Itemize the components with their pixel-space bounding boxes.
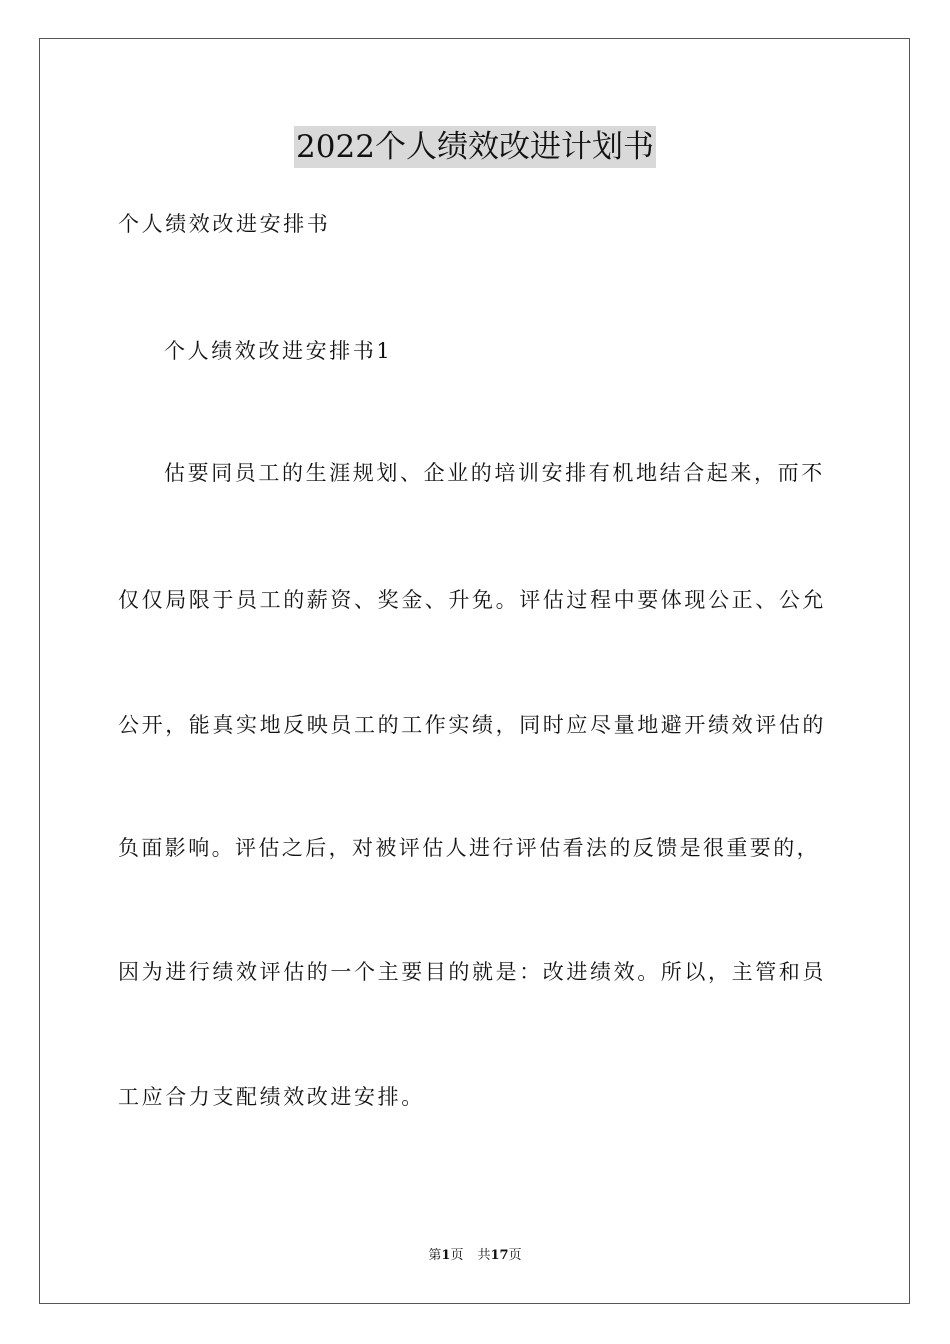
document-subtitle: 个人绩效改进安排书	[118, 212, 331, 236]
paragraph-line-5: 因为进行绩效评估的一个主要目的就是：改进绩效。所以，主管和员	[118, 960, 826, 984]
document-title: 2022个人绩效改进计划书	[294, 126, 656, 168]
footer-page-number: 1	[441, 1248, 451, 1263]
footer-total-pages: 17	[490, 1248, 509, 1263]
paragraph-line-6: 工应合力支配绩效改进安排。	[118, 1085, 425, 1109]
footer-page-prefix: 第	[428, 1248, 442, 1263]
footer-page-suffix: 页	[450, 1248, 464, 1263]
section-heading: 个人绩效改进安排书1	[164, 339, 393, 363]
footer-total-prefix: 共	[477, 1248, 491, 1263]
title-container	[0, 126, 950, 168]
paragraph-line-3: 公开，能真实地反映员工的工作实绩，同时应尽量地避开绩效评估的	[118, 713, 826, 737]
page-footer	[0, 1247, 950, 1265]
paragraph-line-2: 仅仅局限于员工的薪资、奖金、升免。评估过程中要体现公正、公允	[118, 588, 826, 612]
paragraph-line-1: 估要同员工的生涯规划、企业的培训安排有机地结合起来，而不	[164, 461, 825, 485]
footer-total-suffix: 页	[508, 1248, 522, 1263]
paragraph-line-4: 负面影响。评估之后，对被评估人进行评估看法的反馈是很重要的，	[118, 836, 820, 860]
